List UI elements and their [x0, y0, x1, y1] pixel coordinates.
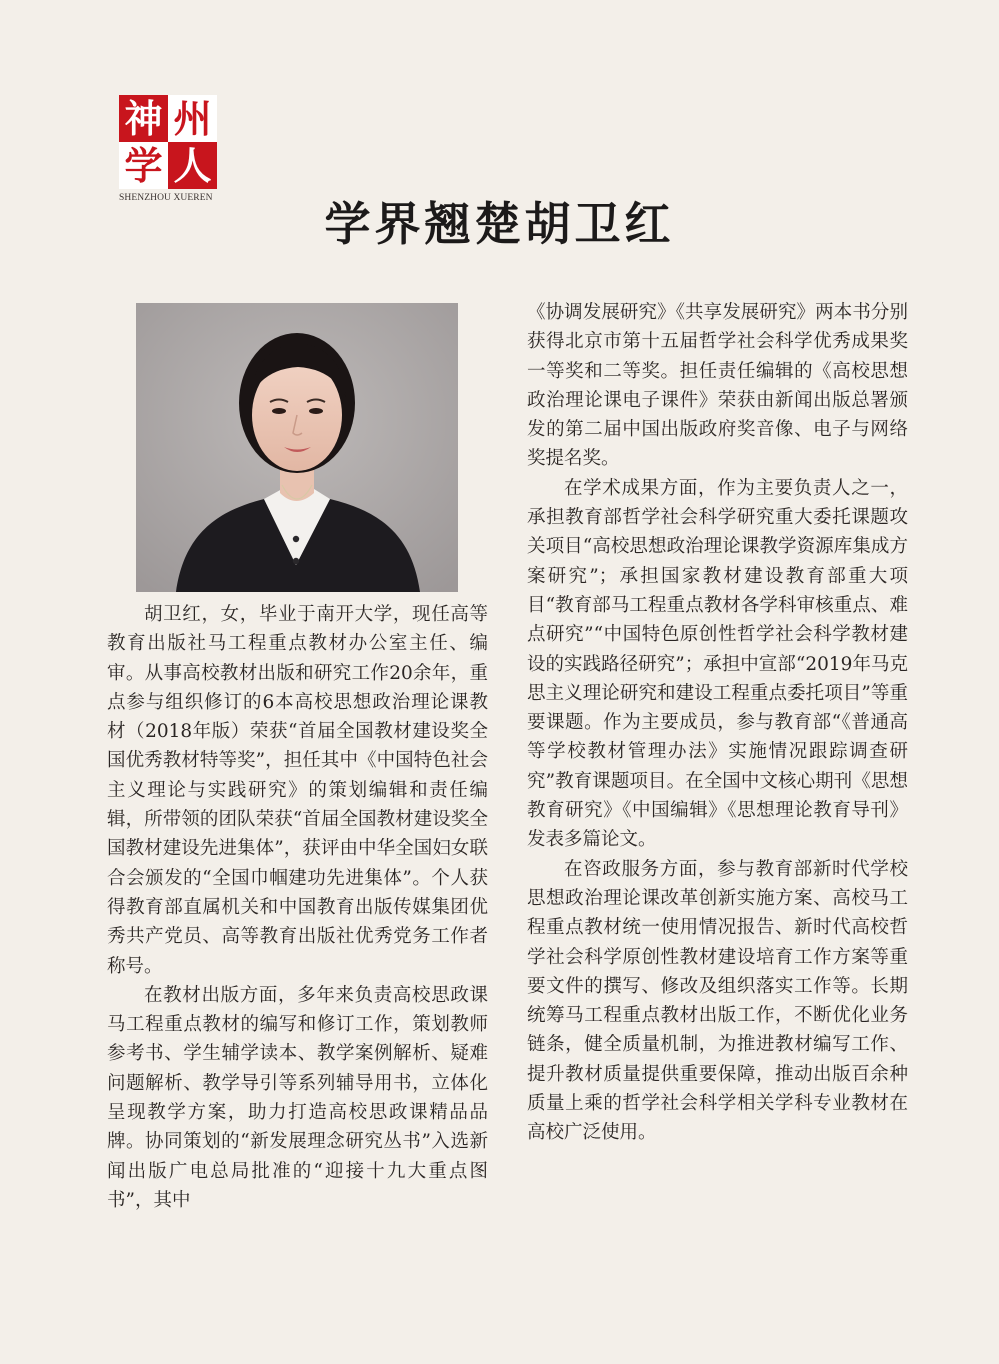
logo-char-xue: 学	[119, 142, 168, 189]
paragraph-publishing-continued: 《协调发展研究》《共享发展研究》两本书分别获得北京市第十五届哲学社会科学优秀成果奖一等奖和二等奖。担任责任编辑的《高校思想政治理论课电子课件》荣获由新闻出版总署颁发的第二届中国出版政府奖音像、电子与网络奖提名奖。	[527, 302, 908, 470]
portrait-photo	[136, 303, 458, 592]
logo-subtitle: SHENZHOU XUEREN	[119, 193, 213, 203]
paragraph-intro: 胡卫红，女，毕业于南开大学，现任高等教育出版社马工程重点教材办公室主任、编审。从事高校教材出版和研究工作20余年，重点参与组织修订的6本高校思想政治理论课教材（2018年版）荣获“首届全国教材建设奖全国优秀教材特等奖”，担任其中《中国特色社会主义理论与实践研究》的策划编辑和责任编辑，所带领的团队荣获“首届全国教材建设奖全国教材建设先进集体”，获评由中华全国妇女联合会颁发的“全国巾帼建功先进集体”。个人获得教育部直属机关和中国教育出版传媒集团优秀共产党员、高等教育出版社优秀党务工作者称号。	[107, 604, 488, 977]
article-title: 学界翘楚胡卫红	[324, 197, 675, 251]
logo-char-shen: 神	[119, 95, 168, 142]
column-logo	[119, 95, 217, 203]
paragraph-academic: 在学术成果方面，作为主要负责人之一，承担教育部哲学社会科学研究重大委托课题攻关项目“高校思想政治理论课教学资源库集成方案研究”；承担国家教材建设教育部重大项目“教育部马工程重点教材各学科审核重点、难点研究”“中国特色原创性哲学社会科学教材建设的实践路径研究”；承担中宣部“2019年马克思主义理论研究和建设工程重点委托项目”等重要课题。作为主要成员，参与教育部“《普通高等学校教材管理办法》实施情况跟踪调查研究”教育课题项目。在全国中文核心期刊《思想教育研究》《中国编辑》《思想理论教育导刊》发表多篇论文。	[527, 477, 908, 851]
portrait-icon	[136, 303, 458, 592]
logo-char-zhou: 州	[168, 95, 217, 142]
logo-grid	[119, 95, 217, 189]
right-text-column	[527, 298, 908, 1148]
logo-char-ren: 人	[168, 142, 217, 189]
left-text-column	[107, 600, 488, 1215]
paragraph-consulting: 在咨政服务方面，参与教育部新时代学校思想政治理论课改革创新实施方案、高校马工程重点教材统一使用情况报告、新时代高校哲学社会科学原创性教材建设培育工作方案等重要文件的撰写、修改及组织落实工作等。长期统筹马工程重点教材出版工作，不断优化业务链条，健全质量机制，为推进教材编写工作、提升教材质量提供重要保障，推动出版百余种质量上乘的哲学社会科学相关学科专业教材在高校广泛使用。	[527, 858, 908, 1144]
paragraph-publishing: 在教材出版方面，多年来负责高校思政课马工程重点教材的编写和修订工作，策划教师参考书、学生辅学读本、教学案例解析、疑难问题解析、教学导引等系列辅导用书，立体化呈现教学方案，助力打造高校思政课精品品牌。协同策划的“新发展理念研究丛书”入选新闻出版广电总局批准的“迎接十九大重点图书”，其中	[107, 984, 488, 1211]
